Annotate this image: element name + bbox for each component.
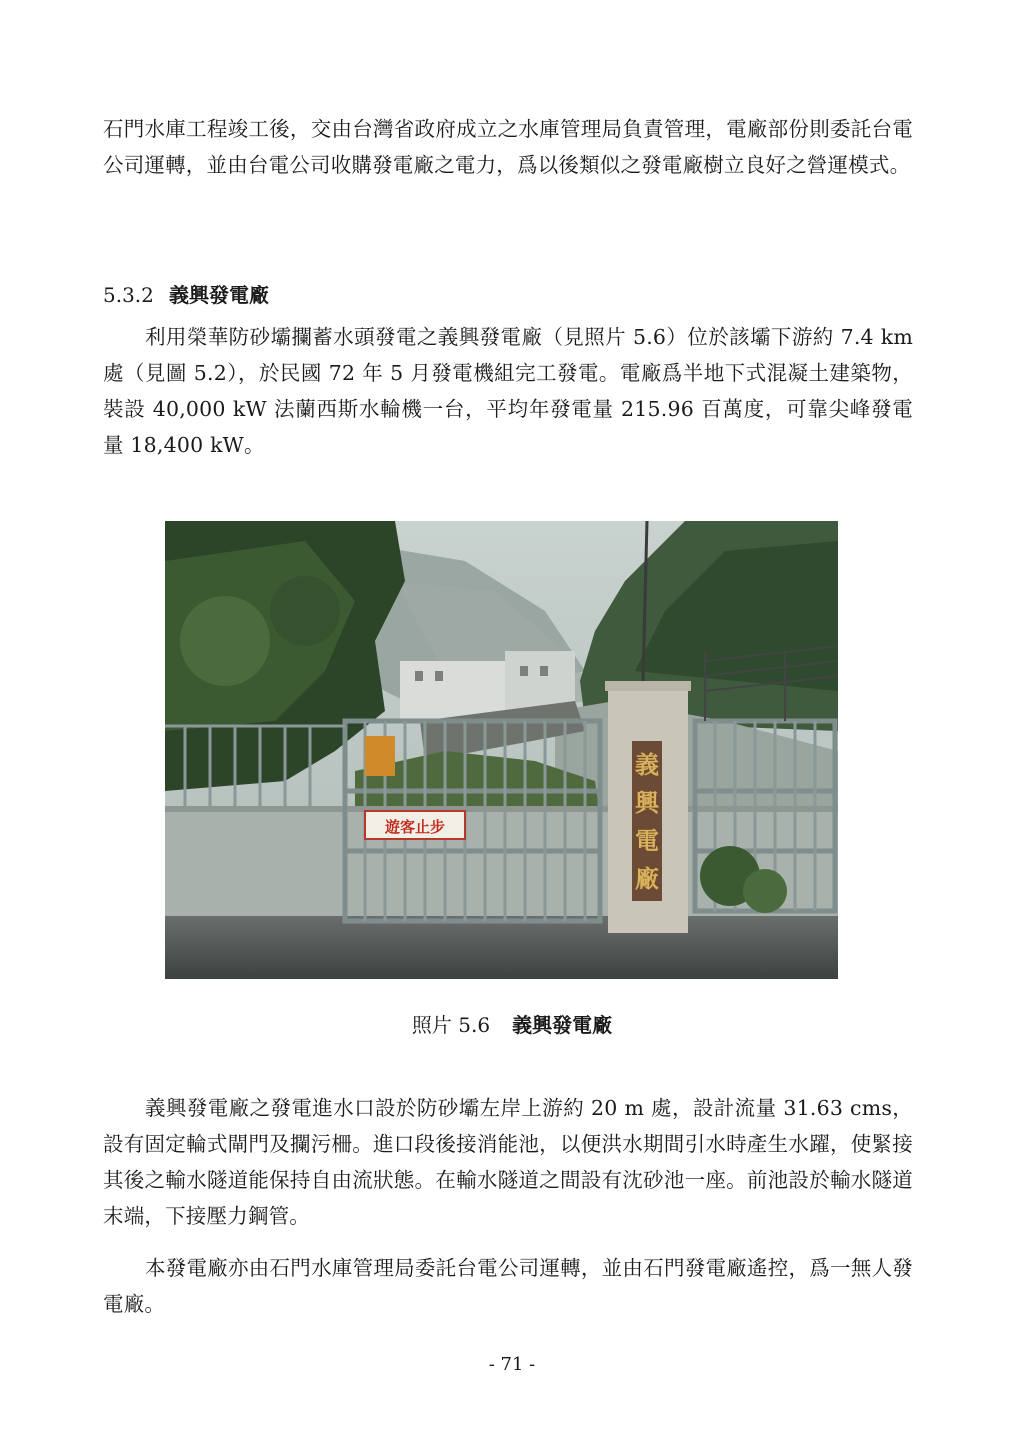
page-number: - 71 - [488,1354,536,1375]
section-heading [103,280,269,310]
intro-paragraph: 石門水庫工程竣工後，交由台灣省政府成立之水庫管理局負責管理，電廠部份則委託台電公司運轉，並由台電公司收購發電廠之電力，爲以後類似之發電廠樹立良好之營運模式。 [103,117,913,177]
section-title: 義興發電廠 [169,283,269,307]
body-paragraph-3: 本發電廠亦由石門水庫管理局委託台電公司運轉，並由石門發電廠遙控，爲一無人發電廠。 [103,1256,913,1316]
pillar-char-4: 廠 [635,864,659,893]
section-number: 5.3.2 [103,283,154,307]
pillar-char-1: 義 [635,750,659,779]
photo-caption [0,1010,1024,1040]
power-plant-photo [165,521,838,979]
caption-label: 照片 5.6 [411,1013,491,1037]
pillar-char-3: 電 [635,826,659,855]
no-entry-sign: 遊客止步 [384,818,446,836]
body-paragraph-2: 義興發電廠之發電進水口設於防砂壩左岸上游約 20 m 處，設計流量 31.63 cms，設有固定輪式閘門及攔污柵。進口段後接消能池，以便洪水期間引水時產生水躍，使緊接其後之輸水隧道能保持自由流狀態。在輸水隧道之間設有沈砂池一座。前池設於輸水隧道末端，下接壓力鋼管。 [103,1096,913,1228]
caption-title: 義興發電廠 [512,1013,613,1037]
pillar-char-2: 興 [635,788,659,817]
body-paragraph-1: 利用榮華防砂壩攔蓄水頭發電之義興發電廠（見照片 5.6）位於該壩下游約 7.4 km 處（見圖 5.2），於民國 72 年 5 月發電機組完工發電。電廠爲半地下式混凝土建築物，裝設 40,000 kW 法蘭西斯水輪機一台，平均年發電量 215.96 百萬度，可靠尖峰發電量 18,400 kW。 [103,325,913,457]
